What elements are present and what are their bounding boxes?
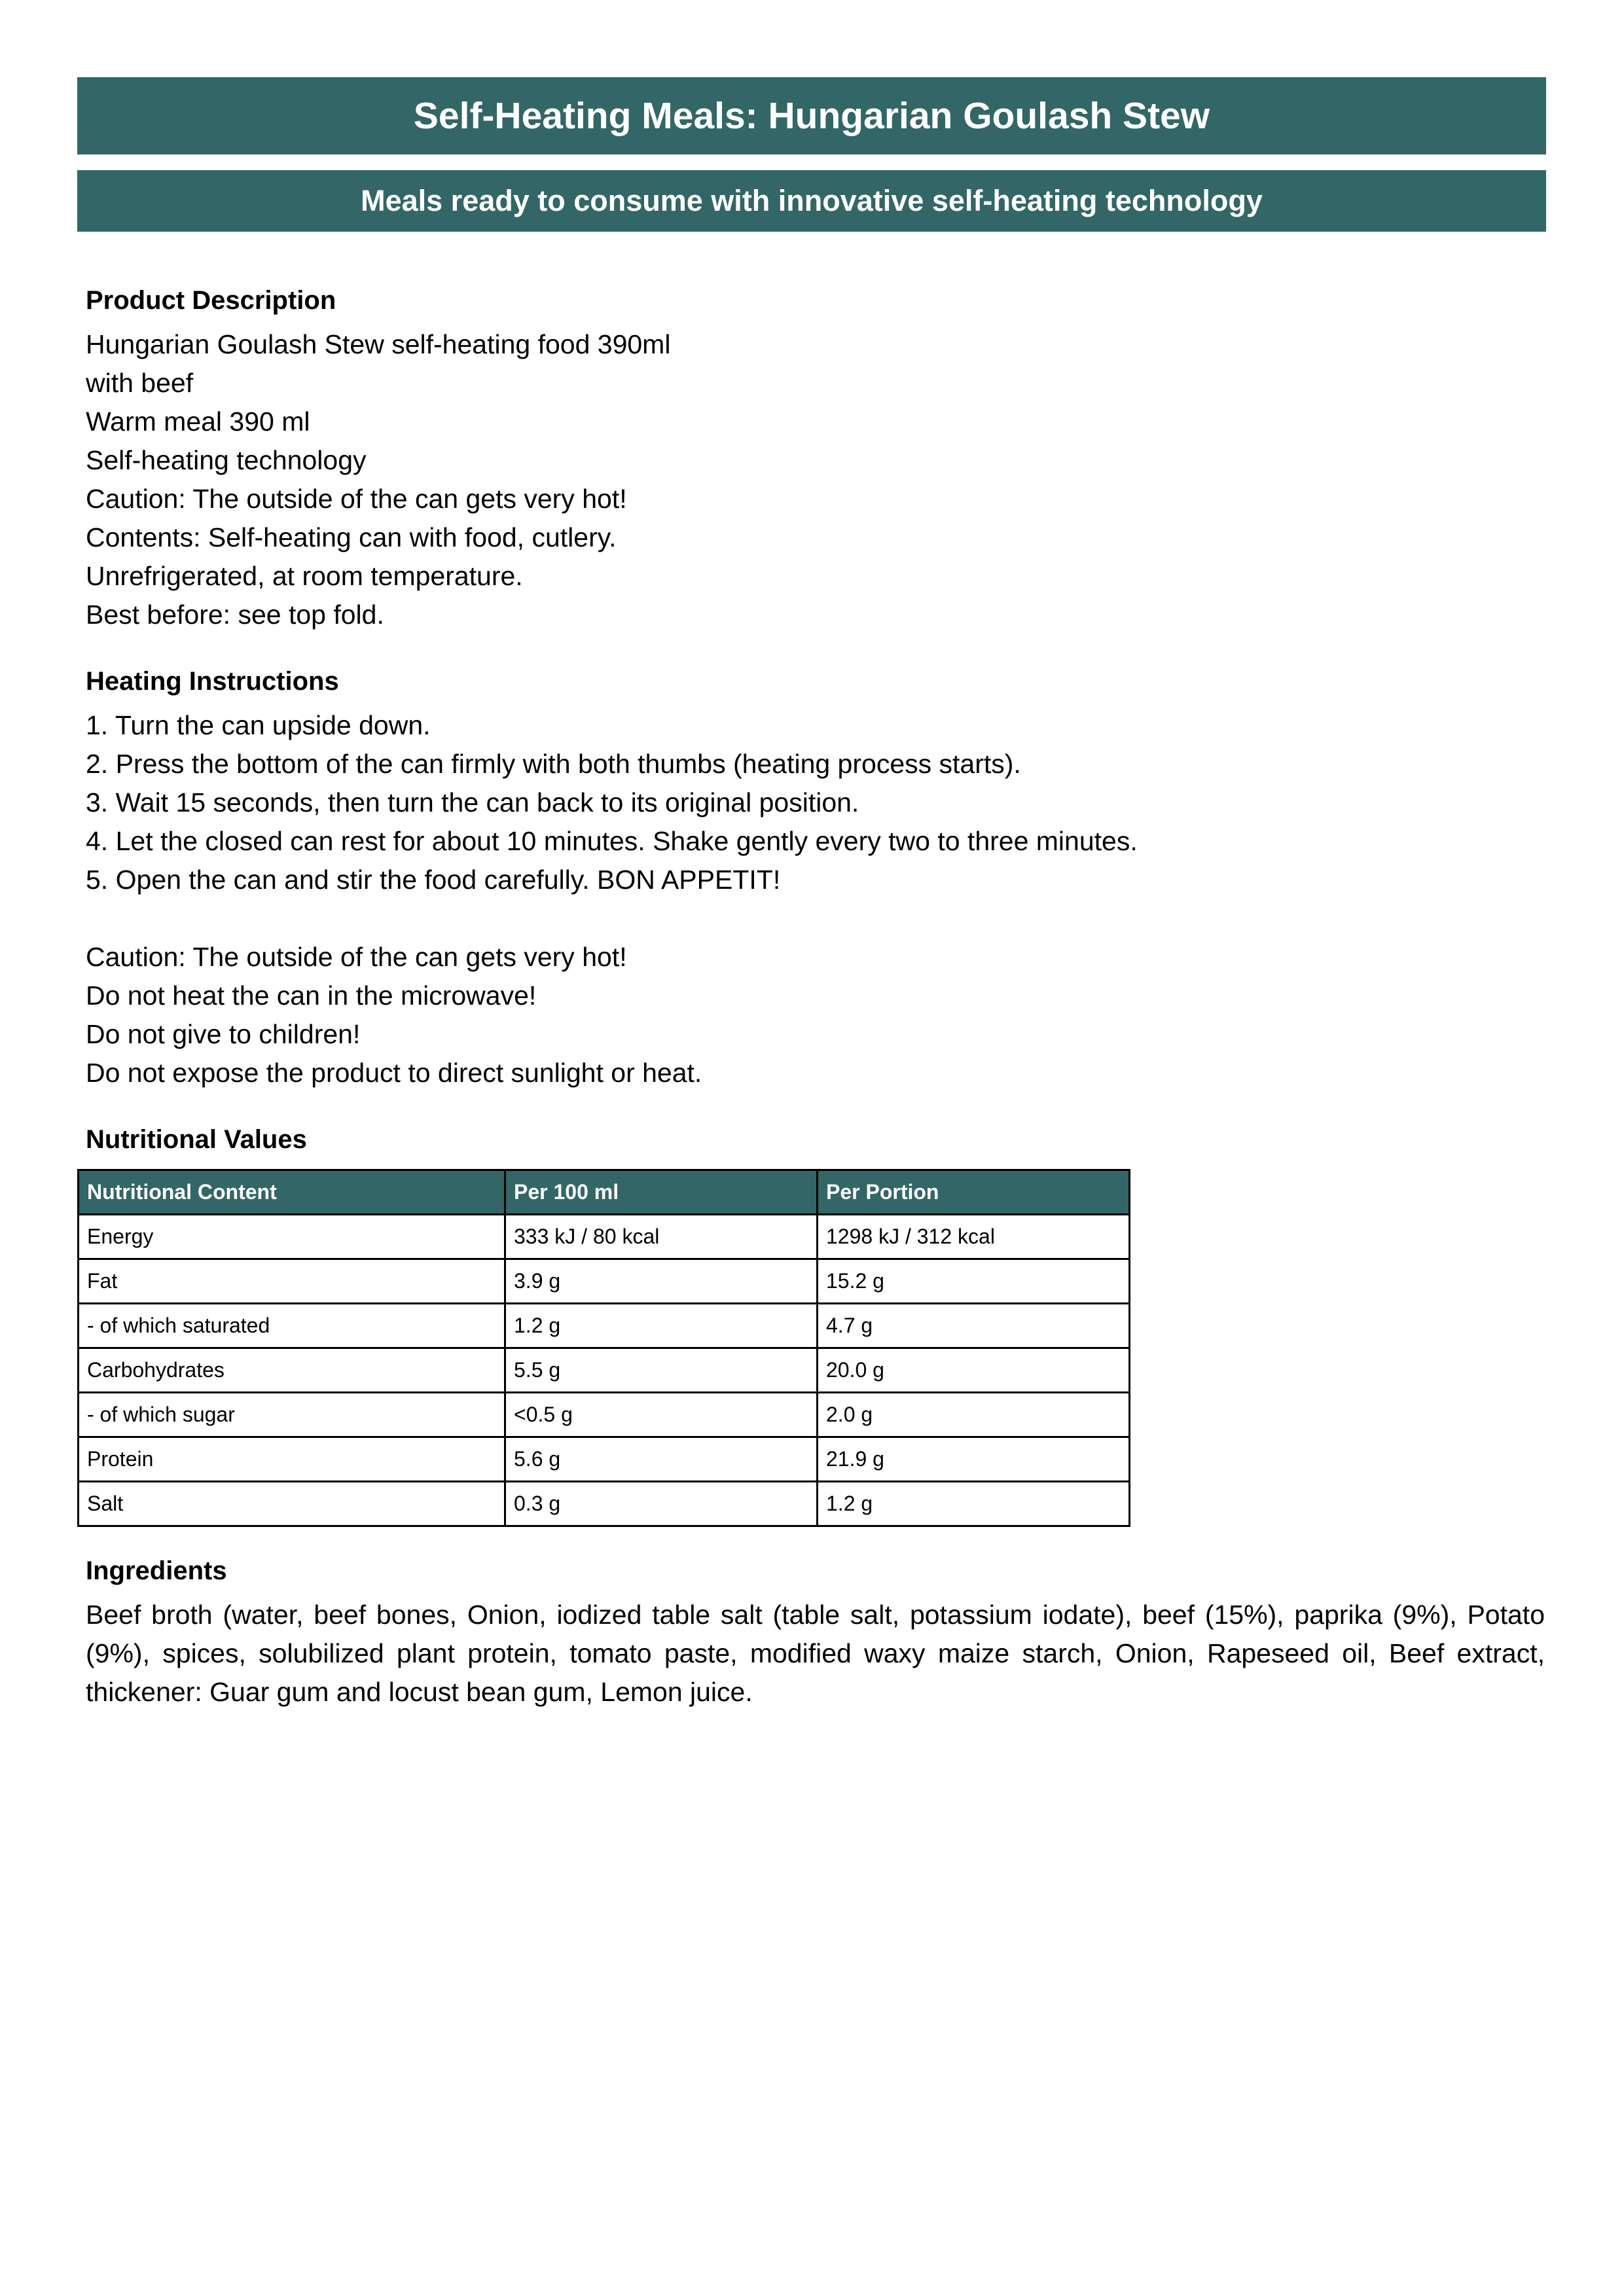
- description-line: with beef: [86, 368, 194, 398]
- product-description-lines: [86, 325, 1545, 634]
- description-line: Unrefrigerated, at room temperature.: [86, 561, 523, 591]
- heating-steps: [86, 706, 1545, 1092]
- warning-line: Do not heat the can in the microwave!: [86, 980, 537, 1011]
- description-line: Hungarian Goulash Stew self-heating food 390ml: [86, 329, 671, 359]
- column-header-per-portion: Per Portion: [818, 1170, 1130, 1215]
- warning-line: Caution: The outside of the can gets very hot!: [86, 942, 627, 972]
- column-header-nutritional-content: Nutritional Content: [79, 1170, 505, 1215]
- description-line: Self-heating technology: [86, 445, 367, 475]
- page-subtitle: Meals ready to consume with innovative self-heating technology: [77, 170, 1546, 232]
- per-100ml-value: 0.3 g: [505, 1482, 818, 1526]
- content: [77, 283, 1546, 1712]
- heating-step: 3. Wait 15 seconds, then turn the can back to its original position.: [86, 787, 859, 817]
- table-header-row: [79, 1170, 1130, 1215]
- ingredients-heading: Ingredients: [86, 1556, 227, 1585]
- per-portion-value: 4.7 g: [818, 1304, 1130, 1348]
- per-100ml-value: 3.9 g: [505, 1259, 818, 1304]
- description-line: Best before: see top fold.: [86, 600, 384, 630]
- table-row: [79, 1348, 1130, 1393]
- table-row: [79, 1259, 1130, 1304]
- page-title: Self-Heating Meals: Hungarian Goulash Stew: [77, 77, 1546, 154]
- spacer: [86, 899, 1545, 938]
- table-row: [79, 1304, 1130, 1348]
- product-description-heading: Product Description: [86, 286, 336, 315]
- per-100ml-value: 333 kJ / 80 kcal: [505, 1215, 818, 1259]
- nutrient-name: - of which sugar: [79, 1393, 505, 1437]
- description-line: Contents: Self-heating can with food, cutlery.: [86, 522, 617, 552]
- nutrient-name: Salt: [79, 1482, 505, 1526]
- nutritional-values-section: [86, 1122, 1545, 1527]
- heating-step: 5. Open the can and stir the food carefully. BON APPETIT!: [86, 865, 781, 895]
- per-100ml-value: <0.5 g: [505, 1393, 818, 1437]
- description-line: Caution: The outside of the can gets very hot!: [86, 484, 627, 514]
- per-portion-value: 2.0 g: [818, 1393, 1130, 1437]
- document-page: [77, 77, 1546, 1712]
- description-line: Warm meal 390 ml: [86, 406, 310, 437]
- nutritional-values-heading: Nutritional Values: [86, 1125, 307, 1154]
- nutrient-name: Carbohydrates: [79, 1348, 505, 1393]
- per-portion-value: 15.2 g: [818, 1259, 1130, 1304]
- per-portion-value: 1.2 g: [818, 1482, 1130, 1526]
- table-row: [79, 1215, 1130, 1259]
- column-header-per-100ml: Per 100 ml: [505, 1170, 818, 1215]
- per-100ml-value: 5.6 g: [505, 1437, 818, 1482]
- nutrient-name: - of which saturated: [79, 1304, 505, 1348]
- table-row: [79, 1393, 1130, 1437]
- heating-step: 2. Press the bottom of the can firmly with both thumbs (heating process starts).: [86, 749, 1021, 779]
- heating-step: 1. Turn the can upside down.: [86, 710, 431, 740]
- per-portion-value: 1298 kJ / 312 kcal: [818, 1215, 1130, 1259]
- table-row: [79, 1437, 1130, 1482]
- per-portion-value: 21.9 g: [818, 1437, 1130, 1482]
- per-100ml-value: 1.2 g: [505, 1304, 818, 1348]
- product-description-section: [86, 283, 1545, 634]
- per-100ml-value: 5.5 g: [505, 1348, 818, 1393]
- per-portion-value: 20.0 g: [818, 1348, 1130, 1393]
- nutrient-name: Energy: [79, 1215, 505, 1259]
- nutrient-name: Protein: [79, 1437, 505, 1482]
- heating-step: 4. Let the closed can rest for about 10 minutes. Shake gently every two to three minutes.: [86, 826, 1138, 856]
- nutrition-table: [77, 1169, 1130, 1527]
- ingredients-section: [86, 1554, 1545, 1712]
- warning-line: Do not expose the product to direct sunlight or heat.: [86, 1058, 702, 1088]
- nutrient-name: Fat: [79, 1259, 505, 1304]
- table-row: [79, 1482, 1130, 1526]
- heating-instructions-heading: Heating Instructions: [86, 667, 339, 696]
- heating-instructions-section: [86, 664, 1545, 1092]
- warning-line: Do not give to children!: [86, 1019, 361, 1049]
- ingredients-text: Beef broth (water, beef bones, Onion, iodized table salt (table salt, potassium iodate), beef (15%), paprika (9%), Potato (9%), spices, solubilized plant protein, tomato paste, modified waxy maize starch, Onion, Rapeseed oil, Beef extract, thickener: Guar gum and locust bean gum, Lemon juice.: [86, 1600, 1545, 1707]
